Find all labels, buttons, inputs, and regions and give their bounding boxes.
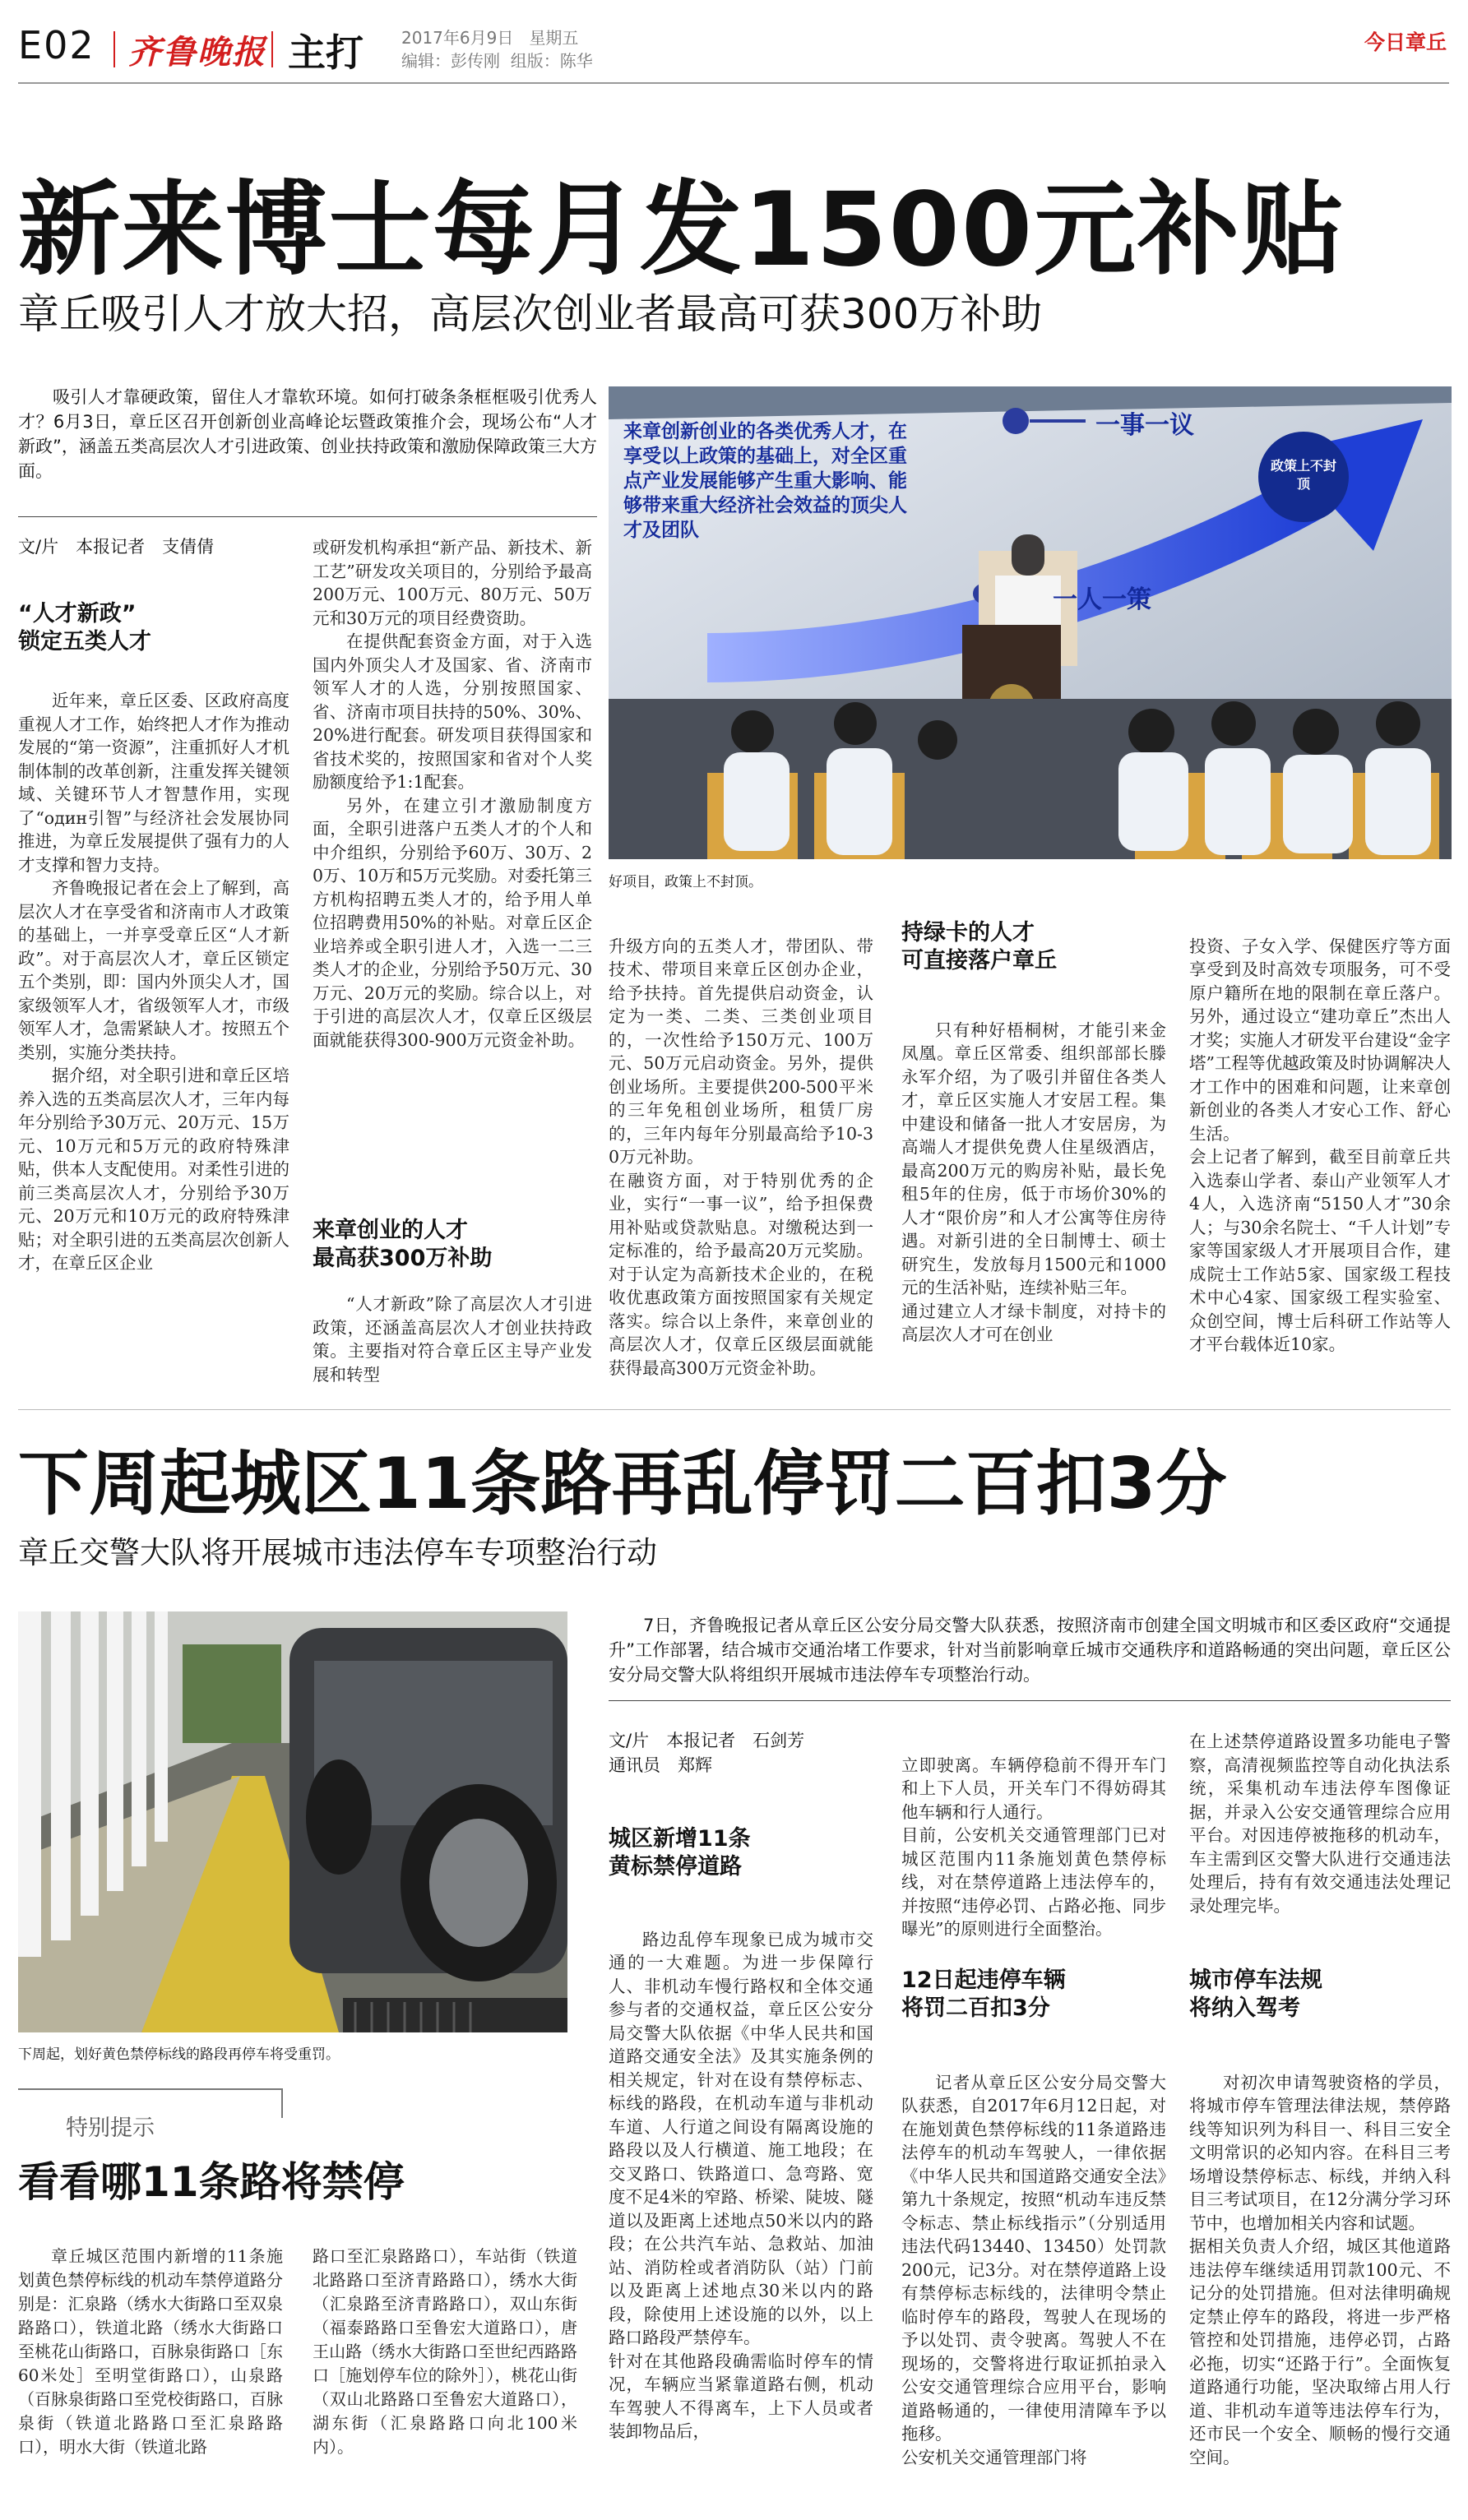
- subhead-line: “人才新政”: [18, 601, 137, 627]
- subhead-line: 锁定五类人才: [18, 629, 151, 654]
- para: 或研发机构承担“新产品、新技术、新工艺”研发攻关项目的，分别给予最高200万元、100万元、80万元、50万元和30万元的项目经费资助。: [313, 538, 592, 628]
- weekday-text: 星期五: [529, 28, 579, 48]
- subhead-line: 持绿卡的人才: [901, 920, 1035, 946]
- para: 投资、子女入学、保健医疗等方面享受到及时高效专项服务，可不受原户籍所在地的限制在章丘落户。另外，通过设立“建功章丘”杰出人才奖；实施人才研发平台建设“金字塔”工程等优越政策及时协调解决人才工作中的困难和问题，让来章创新创业的各类人才安心工作、舒心生活。 会上记者了解到，截至目前章丘共入选泰山学者、泰山产业领军人才4人，入选济南“5150人才”30余人；与30余名院士、“千人计划”专家等国家级人才开展项目合作，建成院士工作站5家、国家级工程技术中心4家、国家级工程实验室、众创空间，博士后科研工作站等人才平台载体近10家。: [1189, 936, 1451, 1354]
- article2-subhead-2: [901, 1967, 1166, 2023]
- article1-subhead-3: [901, 919, 1166, 975]
- sidebar-col2: [313, 2245, 577, 2506]
- article2-col2: [901, 1730, 1166, 1952]
- slide-label-1: 一事一议: [1095, 411, 1194, 440]
- para: 对初次申请驾驶资格的学员，将城市停车管理法律法规，禁停路线等知识列为科目一、科目三安全文明常识的必知内容。在科目三考场增设禁停标志、标线，并纳入科目三考试项目，在12分满分学习环节中，也增加相关内容和试题。 据相关负责人介绍，城区其他道路违法停车继续适用罚款100元、不记分的处罚措施。但对法律明确规定禁止停车的路段，将进一步严格管控和处罚措施，违停必罚，占路必拖，切实“还路于行”。全面恢复道路通行功能，坚决取缔占用人行道、非机动车道等违法停车行为，还市民一个安全、顺畅的慢行交通空间。: [1189, 2072, 1451, 2467]
- article1-col2-end: [313, 1292, 592, 1394]
- article1-col5: [1189, 911, 1451, 1396]
- slide-text: 来章创新创业的各类优秀人才，在享受以上政策的基础上，对全区重点产业发展能够产生重大影响、能够带来重大经济社会效益的顶尖人才及团队: [623, 421, 907, 541]
- edition-name: 今日章丘: [1364, 30, 1447, 54]
- section-name: 主打: [288, 30, 364, 75]
- slide-label-2: 一人一策: [1053, 585, 1151, 614]
- para: 只有种好梧桐树，才能引来金凤凰。章丘区常委、组织部部长滕永军介绍，为了吸引并留住各类人才，章丘区实施人才安居工程。集中建设和储备一批人才安居房，为高端人才提供免费人住星级酒店，最高200万元的购房补贴，最长免租5年的住房，低于市场价30%的人才“限价房”和人才公寓等住房待遇。对新引进的全日制博士、硕士研究生，发放每月1500元和1000元的生活补贴，连续补贴三年。 通过建立人才绿卡制度，对持卡的高层次人才可在创业: [901, 1020, 1166, 1344]
- para: 路边乱停车现象已成为城市交通的一大难题。为进一步保障行人、非机动车慢行路权和全体交通参与者的交通权益，章丘区公安分局交警大队依据《中华人民共和国道路交通安全法》及其实施条例的相关规定，针对在设有禁停标志、标线的路段，在机动车道与非机动车道、人行道之间设有隔离设施的路段以及人行横道、施工地段；在交叉路口、铁路道口、急弯路、宽度不足4米的窄路、桥梁、陡坡、隧道以及距离上述地点50米以内的路段；在公共汽车站、急救站、加油站、消防栓或者消防队（站）门前以及距离上述地点30米以内的路段，除使用上述设施的以外，以上路口路段严禁停车。 针对在其他路段确需临时停车的情况，车辆应当紧靠道路右侧，机动车驾驶人不得离车，上下人员或者装卸物品后，: [609, 1929, 873, 2441]
- para: “人才新政”除了高层次人才引进政策，还涵盖高层次人才创业扶持政策。主要指对符合章丘区主导产业发展和转型: [313, 1294, 592, 1385]
- header-divider: [113, 31, 115, 67]
- para: 章丘城区范围内新增的11条施划黄色禁停标线的机动车禁停道路分别是：汇泉路（绣水大街路口至双泉路路口），铁道北路（绣水大街路口至桃花山街路口，百脉泉街路口［东60米处］至明堂街路口），山泉路（百脉泉街路口至党校街路口，百脉泉街（铁道北路路口至汇泉路路口），明水大街（铁道北路: [18, 2246, 283, 2457]
- subhead-line: 将罚二百扣3分: [901, 1995, 1050, 2021]
- byline-line: 通讯员 郑辉: [609, 1755, 712, 1775]
- article1-lead: [18, 385, 597, 483]
- article1-col4: [901, 995, 1166, 1396]
- article2-photo: [18, 1611, 567, 2032]
- subhead-line: 城市停车法规: [1189, 1967, 1322, 1993]
- article2-byline: [609, 1728, 804, 1778]
- lead-text: 吸引人才靠硬政策，留住人才靠软环境。如何打破条条框框吸引优秀人才？6月3日，章丘区召开创新创业高峰论坛暨政策推介会，现场公布“人才新政”，涵盖五类高层次人才引进政策、创业扶持政策和激励保障政策三大方面。: [18, 387, 597, 481]
- header-divider-2: [271, 31, 273, 67]
- article1-subhead-2: [313, 1217, 592, 1273]
- article2-lead: [609, 1613, 1451, 1687]
- article-divider: [18, 1409, 1451, 1410]
- article1-subhead: 章丘吸引人才放大招，高层次创业者最高可获300万补助: [18, 290, 1043, 338]
- article1-photo: [609, 386, 1452, 859]
- date-text: 2017年6月9日: [401, 28, 514, 48]
- para: 在上述禁停道路设置多功能电子警察，高清视频监控等自动化执法系统，采集机动车违法停车图像证据，并录入公安交通管理综合应用平台。对因违停被拖移的机动车，车主需到区交警大队进行交通违法处理后，持有有效交通违法处理记录处理完毕。: [1189, 1732, 1451, 1916]
- article1-col1: [18, 689, 289, 1396]
- lead-text: 7日，齐鲁晚报记者从章丘区公安分局交警大队获悉，按照济南市创建全国文明城市和区委区政府“交通提升”工作部署，结合城市交通治堵工作要求，针对当前影响章丘城市交通秩序和道路畅通的突出问题，章丘区公安分局交警大队将组织开展城市违法停车专项整治行动。: [609, 1616, 1451, 1685]
- para: 在提供配套资金方面，对于入选国内外顶尖人才及国家、省、济南市领军人才的人选，分别按照国家、省、济南市项目扶持的50%、30%、20%进行配套。研发项目获得国家和省技术奖的，按照国家和省对个人奖励额度给予1:1配套。: [313, 631, 592, 792]
- subhead-line: 最高获300万补助: [313, 1246, 493, 1271]
- article1-col2: [313, 536, 592, 1209]
- editor-text: 编辑：彭传刚: [401, 51, 500, 71]
- article2-col3: [1189, 1730, 1451, 1967]
- byline-line: 文/片 本报记者 石剑芳: [609, 1731, 805, 1750]
- slide-badge: 政策上不封顶: [1271, 458, 1337, 492]
- para: 另外，在建立引才激励制度方面，全职引进落户五类人才的个人和中介组织，分别给予60万、30万、20万、10万和5万元奖励。对委托第三方机构招聘五类人才的，给予用人单位招聘费用50%的补贴。对章丘区企业培养或全职引进人才，入选一二三类人才的企业，分别给予50万元、30万元、20万元的奖励。综合以上，对于引进的高层次人才，仅章丘区级层面就能获得300-900万元资金补助。: [313, 795, 592, 1050]
- subhead-line: 12日起违停车辆: [901, 1967, 1066, 1993]
- article2-col1: [609, 1904, 873, 2504]
- para: 立即驶离。车辆停稳前不得开车门和上下人员，开关车门不得妨碍其他车辆和行人通行。 目前，公安机关交通管理部门已对城区范围内11条施划黄色禁停标线，对在禁停道路上违法停车的，并按照“违停必罚、占路必拖、同步曝光”的原则进行全面整治。: [901, 1755, 1166, 1939]
- para: 近年来，章丘区委、区政府高度重视人才工作，始终把人才作为推动发展的“第一资源”，注重抓好人才机制体制的改革创新，注重发挥关键领域、关键环节人才智慧作用，实现了“один引智”与经济社会发展协同推进，为章丘发展提供了强有力的人才支撑和智力支持。: [18, 691, 289, 875]
- sidebar-tag: 特别提示: [66, 2115, 155, 2141]
- subhead-line: 城区新增11条: [609, 1826, 751, 1852]
- sidebar-col1: [18, 2245, 283, 2506]
- newspaper-logo: 齐鲁晚报: [128, 33, 266, 72]
- subhead-line: 可直接落户章丘: [901, 948, 1057, 973]
- article2-headline: 下周起城区11条路再乱停罚二百扣3分: [18, 1443, 1227, 1525]
- article1-headline: 新来博士每月发1500元补贴: [18, 171, 1345, 289]
- para: 升级方向的五类人才，带团队、带技术、带项目来章丘区创办企业，给予扶持。首先提供启动资金，认定为一类、二类、三类创业项目的，一次性给予150万元、100万元、50万元启动资金。另外，提供创业场所。主要提供200-500平米的三年免租创业场所，租赁厂房的，三年内每年分别最高给予10-30万元补助。 在融资方面，对于特别优秀的企业，实行“一事一议”，给予担保费用补贴或贷款贴息。对缴税达到一定标准的，给予最高20万元奖励。对于认定为高新技术企业的，在税收优惠政策方面按照国家有关规定落实。综合以上条件，来章创业的高层次人才，仅章丘区级层面就能获得最高300万元资金补助。: [609, 936, 873, 1378]
- article2-caption: 下周起，划好黄色禁停标线的路段再停车将受重罚。: [18, 2046, 340, 2063]
- editor-credits: [401, 48, 593, 72]
- para: 记者从章丘区公安分局交警大队获悉，自2017年6月12日起，对在施划黄色禁停标线的11条道路违法停车的机动车驾驶人，一律依据《中华人民共和国道路交通安全法》第九十条规定，按照“机动车违反禁令标志、禁止标线指示”（分别适用违法代码13440、13450）处罚款200元，记3分。对在禁停道路上设有禁停标志标线的，法律明令禁止临时停车的路段，驾驶人在现场的予以处罚、责令驶离。驾驶人不在现场的，交警将进行取证抓拍录入公安交通管理综合应用平台，影响道路畅通的，一律使用清障车予以拖移。 公安机关交通管理部门将: [901, 2072, 1166, 2467]
- article2-subhead-3: [1189, 1967, 1451, 2023]
- lead2-rule: [609, 1700, 1451, 1701]
- subhead-line: 来章创业的人才: [313, 1218, 468, 1243]
- layout-text: 组版：陈华: [510, 51, 593, 71]
- article2-subhead: 章丘交警大队将开展城市违法停车专项整治行动: [18, 1535, 657, 1570]
- para: 路口至汇泉路路口），车站街（铁道北路路口至济青路路口），绣水大街（汇泉路至济青路路口），双山东街（福泰路路口至鲁宏大道路口），唐王山路（绣水大街路口至世纪西路路口［施划停车位的除外］），桃花山街（双山北路路口至鲁宏大道路口），湖东街（汇泉路路口向北100米内）。: [313, 2246, 577, 2457]
- issue-date: [401, 25, 578, 49]
- lead-rule: [18, 516, 597, 517]
- article1-byline: 文/片 本报记者 支倩倩: [18, 537, 215, 557]
- photo-street: [18, 1611, 567, 2032]
- header-rule: [18, 82, 1449, 84]
- subhead-line: 将纳入驾考: [1189, 1995, 1300, 2021]
- article2-col2-b: [901, 2047, 1166, 2504]
- subhead-line: 黄标禁停道路: [609, 1854, 742, 1880]
- article1-col3: [609, 911, 873, 1396]
- article1-subhead-1: [18, 600, 289, 656]
- article2-subhead-1: [609, 1825, 873, 1881]
- page-number: E02: [18, 23, 95, 67]
- para: 据介绍，对全职引进和章丘区培养入选的五类高层次人才，三年内每年分别给予30万元、20万元、15万元、10万元和5万元的政府特殊津贴，供本人支配使用。对柔性引进的前三类高层次人才，分别给予30万元、20万元和10万元的政府特殊津贴；对全职引进的五类高层次创新人才，在章丘区企业: [18, 1066, 289, 1273]
- sidebar-headline: 看看哪11条路将禁停: [18, 2158, 405, 2206]
- article1-caption: 好项目，政策上不封顶。: [609, 874, 762, 890]
- article2-col3-b: [1189, 2047, 1451, 2504]
- para: 齐鲁晚报记者在会上了解到，高层次人才在享受省和济南市人才政策的基础上，一并享受章丘区“人才新政”。对于高层次人才，章丘区锁定五个类别，即：国内外顶尖人才，国家级领军人才，省级领军人才，市级领军人才，急需紧缺人才。按照五个类别，实施分类扶持。: [18, 878, 289, 1062]
